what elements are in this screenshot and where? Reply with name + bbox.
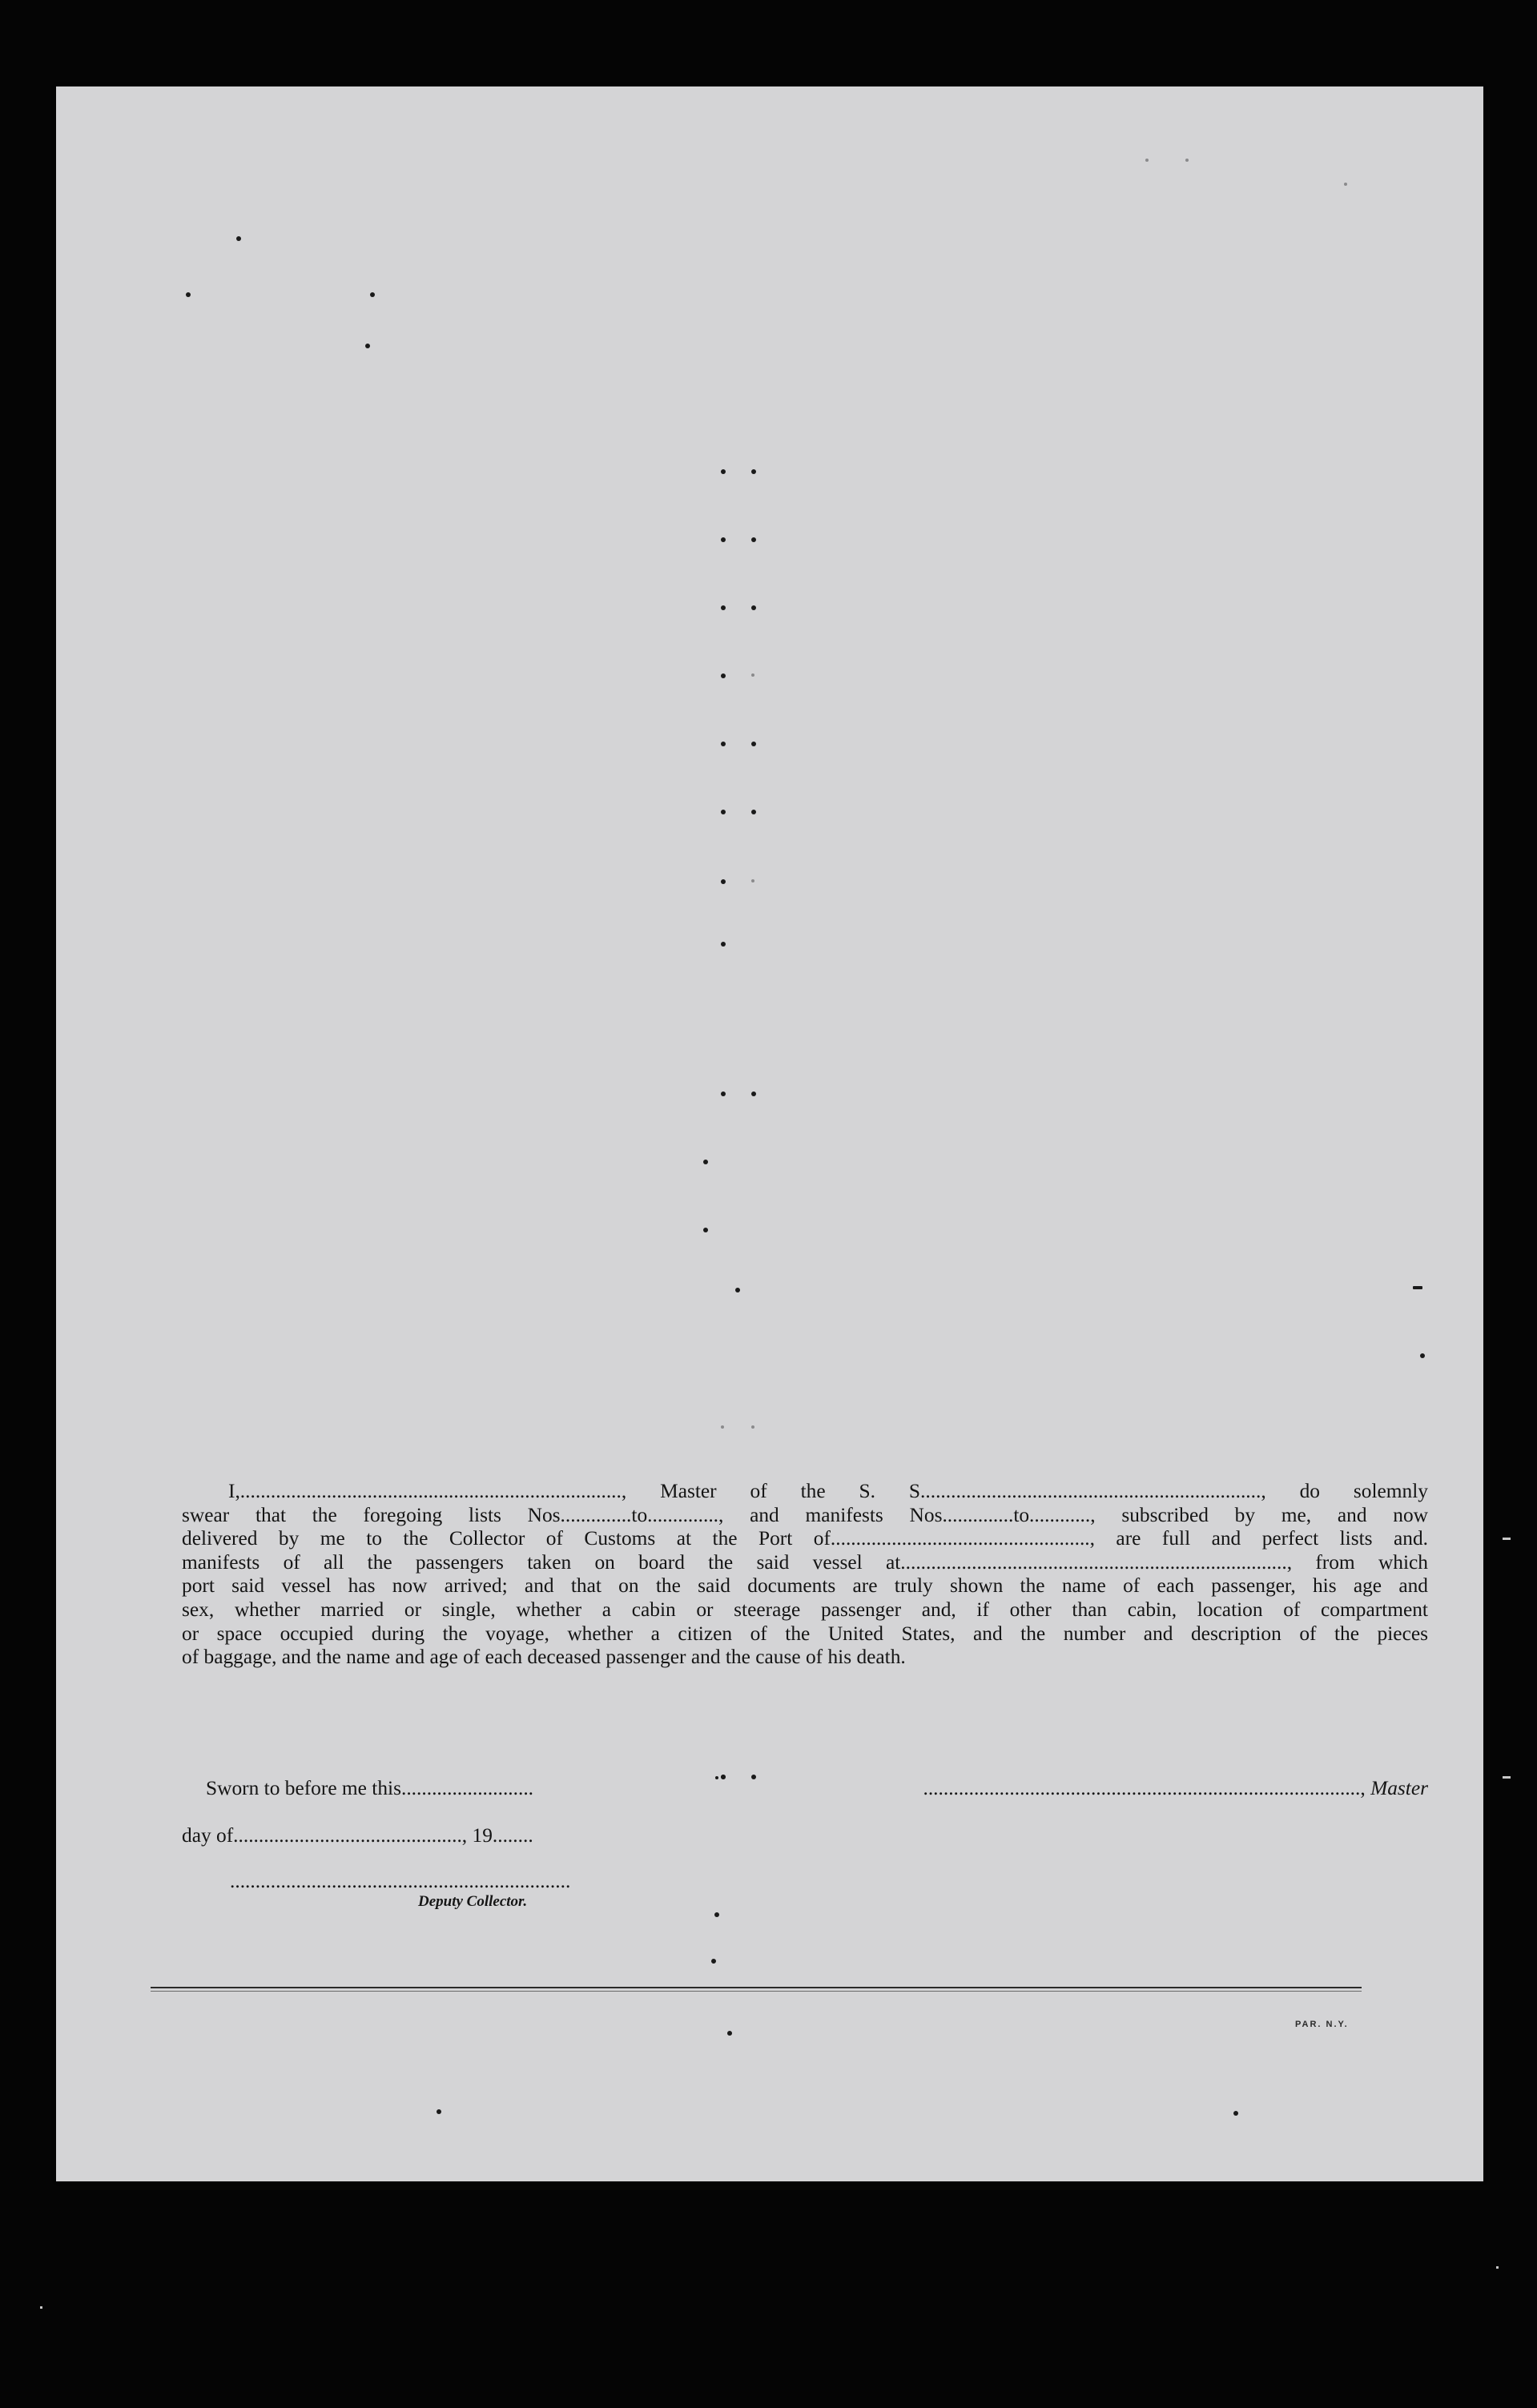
speck	[751, 605, 756, 610]
master-signature-line	[923, 1777, 1428, 1800]
oath-line: delivered by me to the Collector of Customs at the Port of..................................................., are full and perfect lists and.	[182, 1527, 1428, 1550]
speck	[370, 292, 375, 297]
margin-mark	[40, 2306, 42, 2309]
speck	[751, 537, 756, 542]
speck	[721, 673, 726, 678]
speck	[751, 1425, 754, 1429]
master-label: Master	[1365, 1777, 1428, 1799]
oath-line: of baggage, and the name and age of each deceased passenger and the cause of his death.	[182, 1646, 906, 1669]
speck	[721, 1425, 724, 1429]
speck	[1413, 1286, 1422, 1289]
oath-line: I,..........................................................................., Master of the S. S..................................................................., do solemnly	[228, 1480, 1428, 1502]
speck	[751, 742, 756, 746]
oath-line: swear that the foregoing lists Nos..............to.............., and manifests Nos..............to............, subscribed by me, and now	[182, 1503, 1428, 1526]
speck	[711, 1959, 716, 1964]
speck	[1145, 159, 1149, 162]
day-row: day of............................................., 19........	[182, 1824, 533, 1847]
speck	[1233, 2111, 1238, 2116]
speck	[721, 1775, 726, 1779]
speck	[721, 942, 726, 947]
speck	[751, 810, 756, 814]
speck	[721, 605, 726, 610]
speck	[1420, 1353, 1425, 1358]
master-signature-dots: ......................................................................................,	[923, 1777, 1366, 1799]
speck	[721, 537, 726, 542]
bottom-rule-shadow	[151, 1991, 1362, 1992]
oath-paragraph	[182, 1480, 1428, 1670]
speck	[751, 1091, 756, 1096]
printer-mark: PAR. N.Y.	[1295, 2020, 1349, 2029]
margin-mark	[1496, 2266, 1499, 2269]
speck	[186, 292, 191, 297]
sworn-text: Sworn to before me this..........................	[206, 1777, 534, 1799]
margin-mark	[1503, 1776, 1511, 1779]
oath-line: or space occupied during the voyage, whether a citizen of the United States, and the number and description of the pieces	[182, 1622, 1428, 1645]
speck	[1185, 159, 1189, 162]
speck	[703, 1228, 708, 1232]
speck	[727, 2031, 732, 2036]
document-sheet	[56, 86, 1483, 2181]
speck	[751, 469, 756, 474]
deputy-signature-line: ...................................................................	[230, 1870, 571, 1892]
bottom-rule	[151, 1987, 1362, 1988]
speck	[721, 879, 726, 884]
speck	[236, 236, 241, 241]
speck	[751, 879, 754, 882]
oath-line: sex, whether married or single, whether a cabin or steerage passenger and, if other than cabin, location of compartment	[182, 1598, 1428, 1621]
speck	[703, 1160, 708, 1164]
speck	[721, 742, 726, 746]
speck	[1344, 183, 1347, 186]
oath-line: manifests of all the passengers taken on board the said vessel at............................................................................, from which	[182, 1550, 1428, 1574]
speck	[437, 2109, 441, 2114]
speck	[721, 1091, 726, 1096]
speck	[751, 673, 754, 677]
speck	[721, 810, 726, 814]
speck	[714, 1912, 719, 1917]
speck	[751, 1775, 756, 1779]
margin-mark	[1503, 1538, 1511, 1540]
speck	[735, 1288, 740, 1292]
speck	[721, 469, 726, 474]
deputy-collector-label: Deputy Collector.	[418, 1893, 528, 1910]
speck	[365, 344, 370, 348]
oath-line: port said vessel has now arrived; and that on the said documents are truly shown the name of each passenger, his age and	[182, 1574, 1428, 1598]
